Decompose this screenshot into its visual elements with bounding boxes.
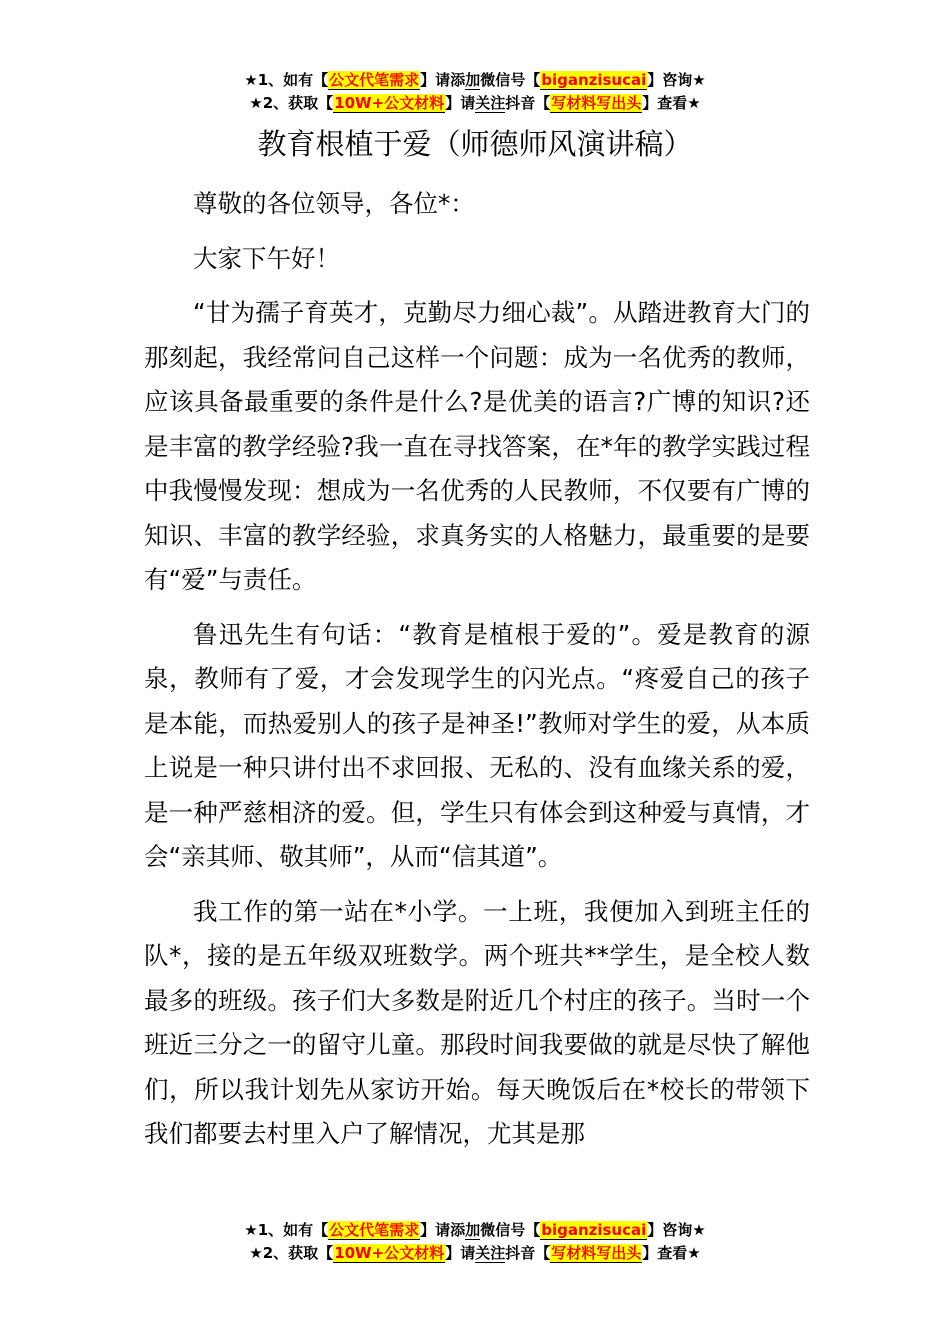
greeting: 大家下午好！ bbox=[193, 243, 340, 273]
promo-line-2: ★2、获取【10W+公文材料】请关注抖音【写材料写出头】查看★ bbox=[249, 1244, 701, 1262]
salutation: 尊敬的各位领导，各位*： bbox=[193, 189, 475, 218]
promo-line-2: ★2、获取【10W+公文材料】请关注抖音【写材料写出头】查看★ bbox=[249, 94, 701, 112]
highlight-douyin-id: 写材料写出头 bbox=[551, 94, 642, 112]
promo-banner-bottom bbox=[0, 1219, 950, 1265]
highlight-service: 公文代笔需求 bbox=[329, 1221, 420, 1239]
promo-line-1: ★1、如有【公文代笔需求】请添加微信号【biganzisucai】咨询★ bbox=[244, 71, 706, 89]
promo-banner-top bbox=[0, 69, 950, 115]
highlight-wechat-id: biganzisucai bbox=[541, 71, 647, 89]
highlight-wechat-id: biganzisucai bbox=[541, 1221, 647, 1239]
highlight-materials: 10W+公文材料 bbox=[334, 94, 445, 112]
document-body bbox=[144, 182, 810, 1157]
paragraph-1: “甘为孺子育英才，克勤尽力细心裁”。从踏进教育大门的那刻起，我经常问自己这样一个问题：成为一名优秀的教师，应该具备最重要的条件是什么?是优美的语言?广博的知识?还是丰富的教学经验?我一直在寻找答案，在*年的教学实践过程中我慢慢发现：想成为一名优秀的人民教师，不仅要有广博的知识、丰富的教学经验，求真务实的人格魅力，最重要的是要有“爱”与责任。 bbox=[144, 298, 810, 594]
document-title: 教育根植于爱（师德师风演讲稿） bbox=[257, 127, 693, 161]
paragraph-3: 我工作的第一站在*小学。一上班，我便加入到班主任的队*，接的是五年级双班数学。两个班共**学生，是全校人数最多的班级。孩子们大多数是附近几个村庄的孩子。当时一个班近三分之一的留守儿童。那段时间我要做的就是尽快了解他们，所以我计划先从家访开始。每天晚饭后在*校长的带领下我们都要去村里入户了解情况，尤其是那 bbox=[144, 896, 810, 1148]
highlight-douyin-id: 写材料写出头 bbox=[551, 1244, 642, 1262]
highlight-service: 公文代笔需求 bbox=[329, 71, 420, 89]
highlight-materials: 10W+公文材料 bbox=[334, 1244, 445, 1262]
paragraph-2: 鲁迅先生有句话：“教育是植根于爱的”。爱是教育的源泉，教师有了爱，才会发现学生的闪光点。“疼爱自己的孩子是本能，而热爱别人的孩子是神圣!”教师对学生的爱，从本质上说是一种只讲付出不求回报、无私的、没有血缘关系的爱，是一种严慈相济的爱。但，学生只有体会到这种爱与真情，才会“亲其师、敬其师”，从而“信其道”。 bbox=[144, 619, 810, 871]
promo-line-1: ★1、如有【公文代笔需求】请添加微信号【biganzisucai】咨询★ bbox=[244, 1221, 706, 1239]
